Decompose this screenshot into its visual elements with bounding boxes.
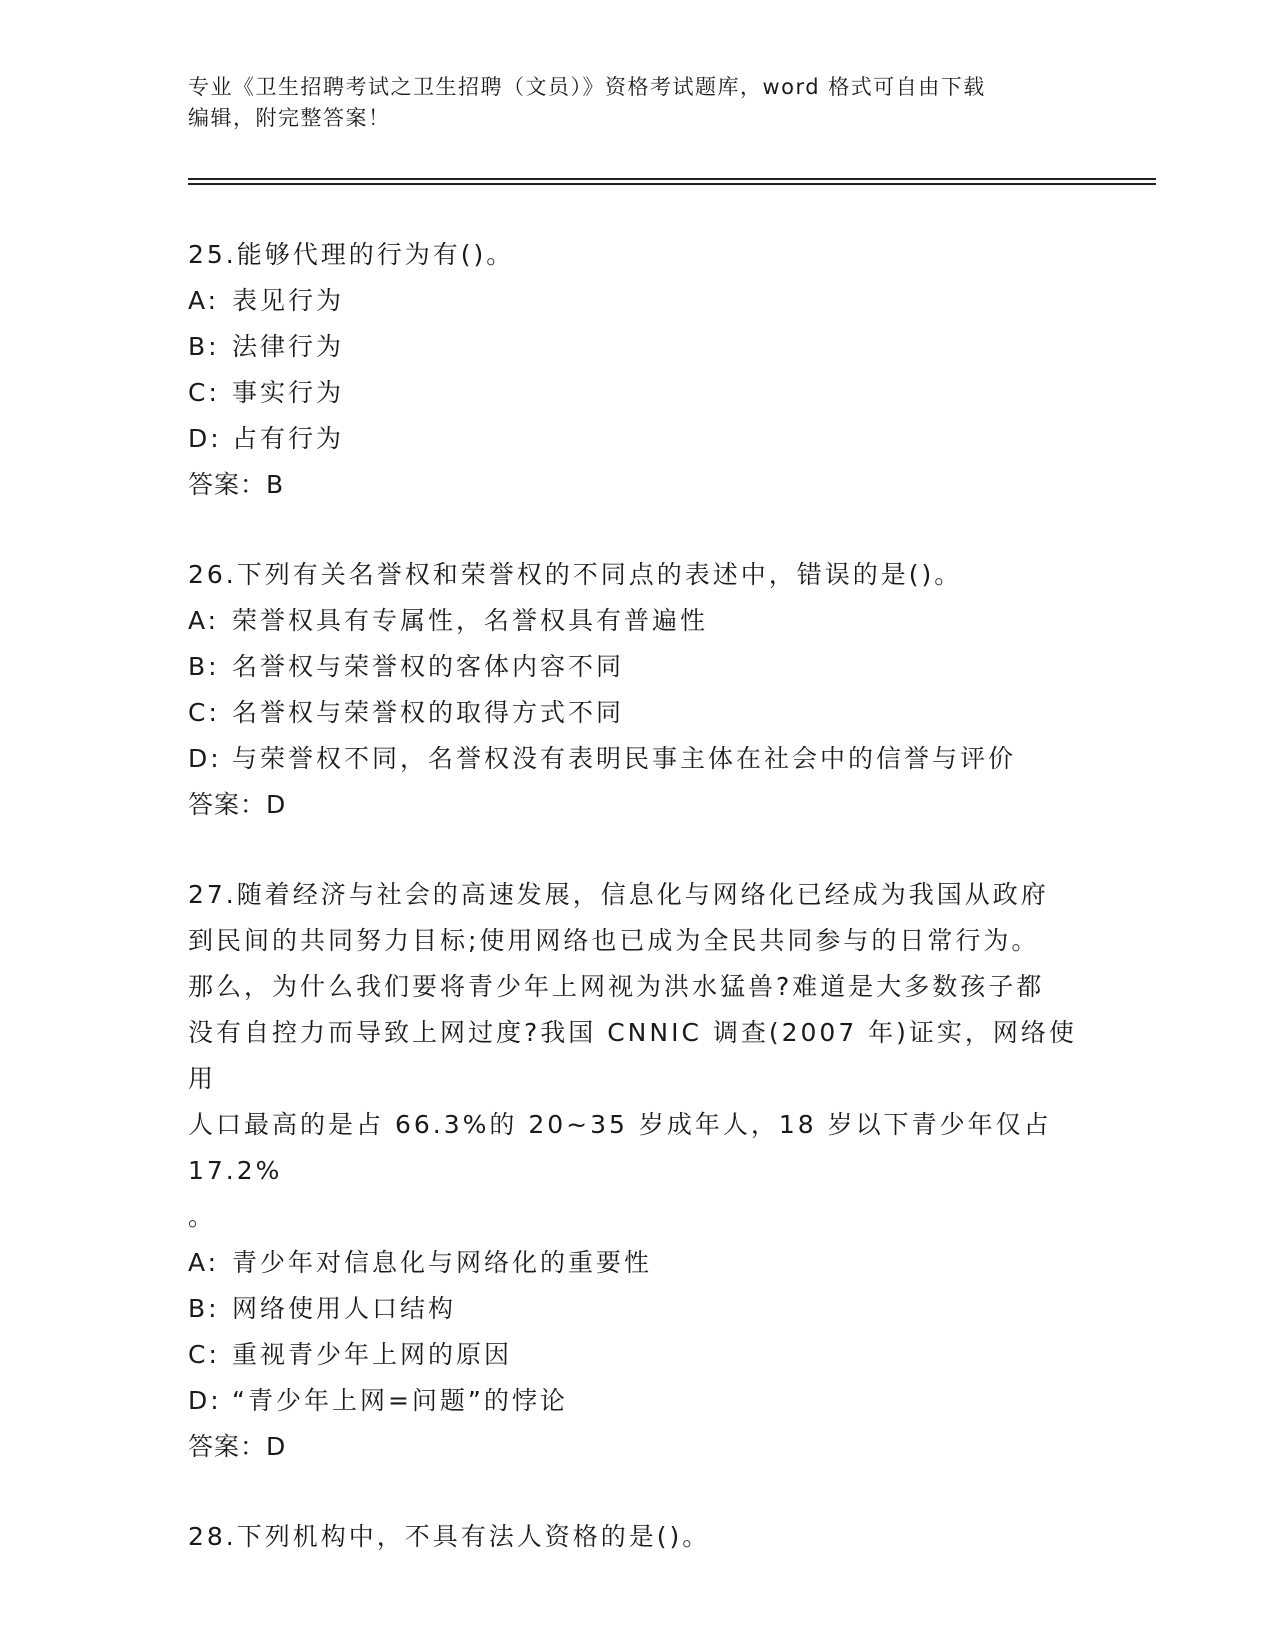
option-key: C: <box>188 378 220 407</box>
option-key: D: <box>188 1386 222 1415</box>
question-stem: 28.下列机构中，不具有法人资格的是()。 <box>188 1522 711 1551</box>
question-stem-line: 。 <box>188 1202 217 1231</box>
option-text: 法律行为 <box>232 332 345 361</box>
option-text: 名誉权与荣誉权的客体内容不同 <box>232 652 625 681</box>
question-stem-line: 人口最高的是占 66.3%的 20~35 岁成年人，18 岁以下青少年仅占 17.2% <box>188 1110 1052 1185</box>
question-stem-line: 27.随着经济与社会的高速发展，信息化与网络化已经成为我国从政府 <box>188 880 1049 909</box>
option-text: 名誉权与荣誉权的取得方式不同 <box>232 698 625 727</box>
option-text: 青少年对信息化与网络化的重要性 <box>232 1248 653 1277</box>
option-text: 事实行为 <box>232 378 345 407</box>
document-header <box>188 72 1088 134</box>
option-text: 荣誉权具有专属性，名誉权具有普遍性 <box>232 606 709 635</box>
question-28 <box>188 1514 1088 1560</box>
option-key: C: <box>188 1340 220 1369</box>
question-list <box>188 232 1088 1604</box>
header-divider-top <box>188 178 1156 180</box>
answer-line: 答案：D <box>188 790 287 819</box>
option-a <box>188 1240 1088 1286</box>
option-text: 表见行为 <box>232 286 345 315</box>
option-text: 与荣誉权不同，名誉权没有表明民事主体在社会中的信誉与评价 <box>232 744 1017 773</box>
option-b <box>188 644 1088 690</box>
option-key: A: <box>188 286 220 315</box>
option-d <box>188 416 1088 462</box>
header-line-1: 专业《卫生招聘考试之卫生招聘（文员）》资格考试题库，word 格式可自由下载 <box>188 75 986 99</box>
option-c <box>188 1332 1088 1378</box>
header-divider-bottom <box>188 183 1156 185</box>
option-c <box>188 370 1088 416</box>
question-stem-line: 到民间的共同努力目标;使用网络也已成为全民共同参与的日常行为。 <box>188 926 1040 955</box>
option-b <box>188 1286 1088 1332</box>
question-stem-line: 没有自控力而导致上网过度?我国 CNNIC 调查(2007 年)证实，网络使用 <box>188 1018 1077 1093</box>
option-a <box>188 278 1088 324</box>
option-key: B: <box>188 652 220 681</box>
question-27 <box>188 872 1088 1470</box>
option-key: D: <box>188 424 222 453</box>
option-text: 重视青少年上网的原因 <box>232 1340 513 1369</box>
option-key: A: <box>188 606 220 635</box>
question-stem-line: 那么，为什么我们要将青少年上网视为洪水猛兽?难道是大多数孩子都 <box>188 972 1045 1001</box>
option-d <box>188 736 1088 782</box>
option-text: 网络使用人口结构 <box>232 1294 457 1323</box>
option-key: B: <box>188 1294 220 1323</box>
header-line-2: 编辑，附完整答案！ <box>188 106 391 130</box>
answer-line: 答案：D <box>188 1432 287 1461</box>
option-b <box>188 324 1088 370</box>
option-key: D: <box>188 744 222 773</box>
option-key: C: <box>188 698 220 727</box>
question-stem: 26.下列有关名誉权和荣誉权的不同点的表述中，错误的是()。 <box>188 560 963 589</box>
option-key: B: <box>188 332 220 361</box>
option-text: “青少年上网=问题”的悖论 <box>232 1386 568 1415</box>
option-c <box>188 690 1088 736</box>
option-text: 占有行为 <box>232 424 345 453</box>
question-26 <box>188 552 1088 828</box>
option-d <box>188 1378 1088 1424</box>
question-stem: 25.能够代理的行为有()。 <box>188 240 515 269</box>
option-key: A: <box>188 1248 220 1277</box>
answer-line: 答案：B <box>188 470 285 499</box>
question-25 <box>188 232 1088 508</box>
option-a <box>188 598 1088 644</box>
